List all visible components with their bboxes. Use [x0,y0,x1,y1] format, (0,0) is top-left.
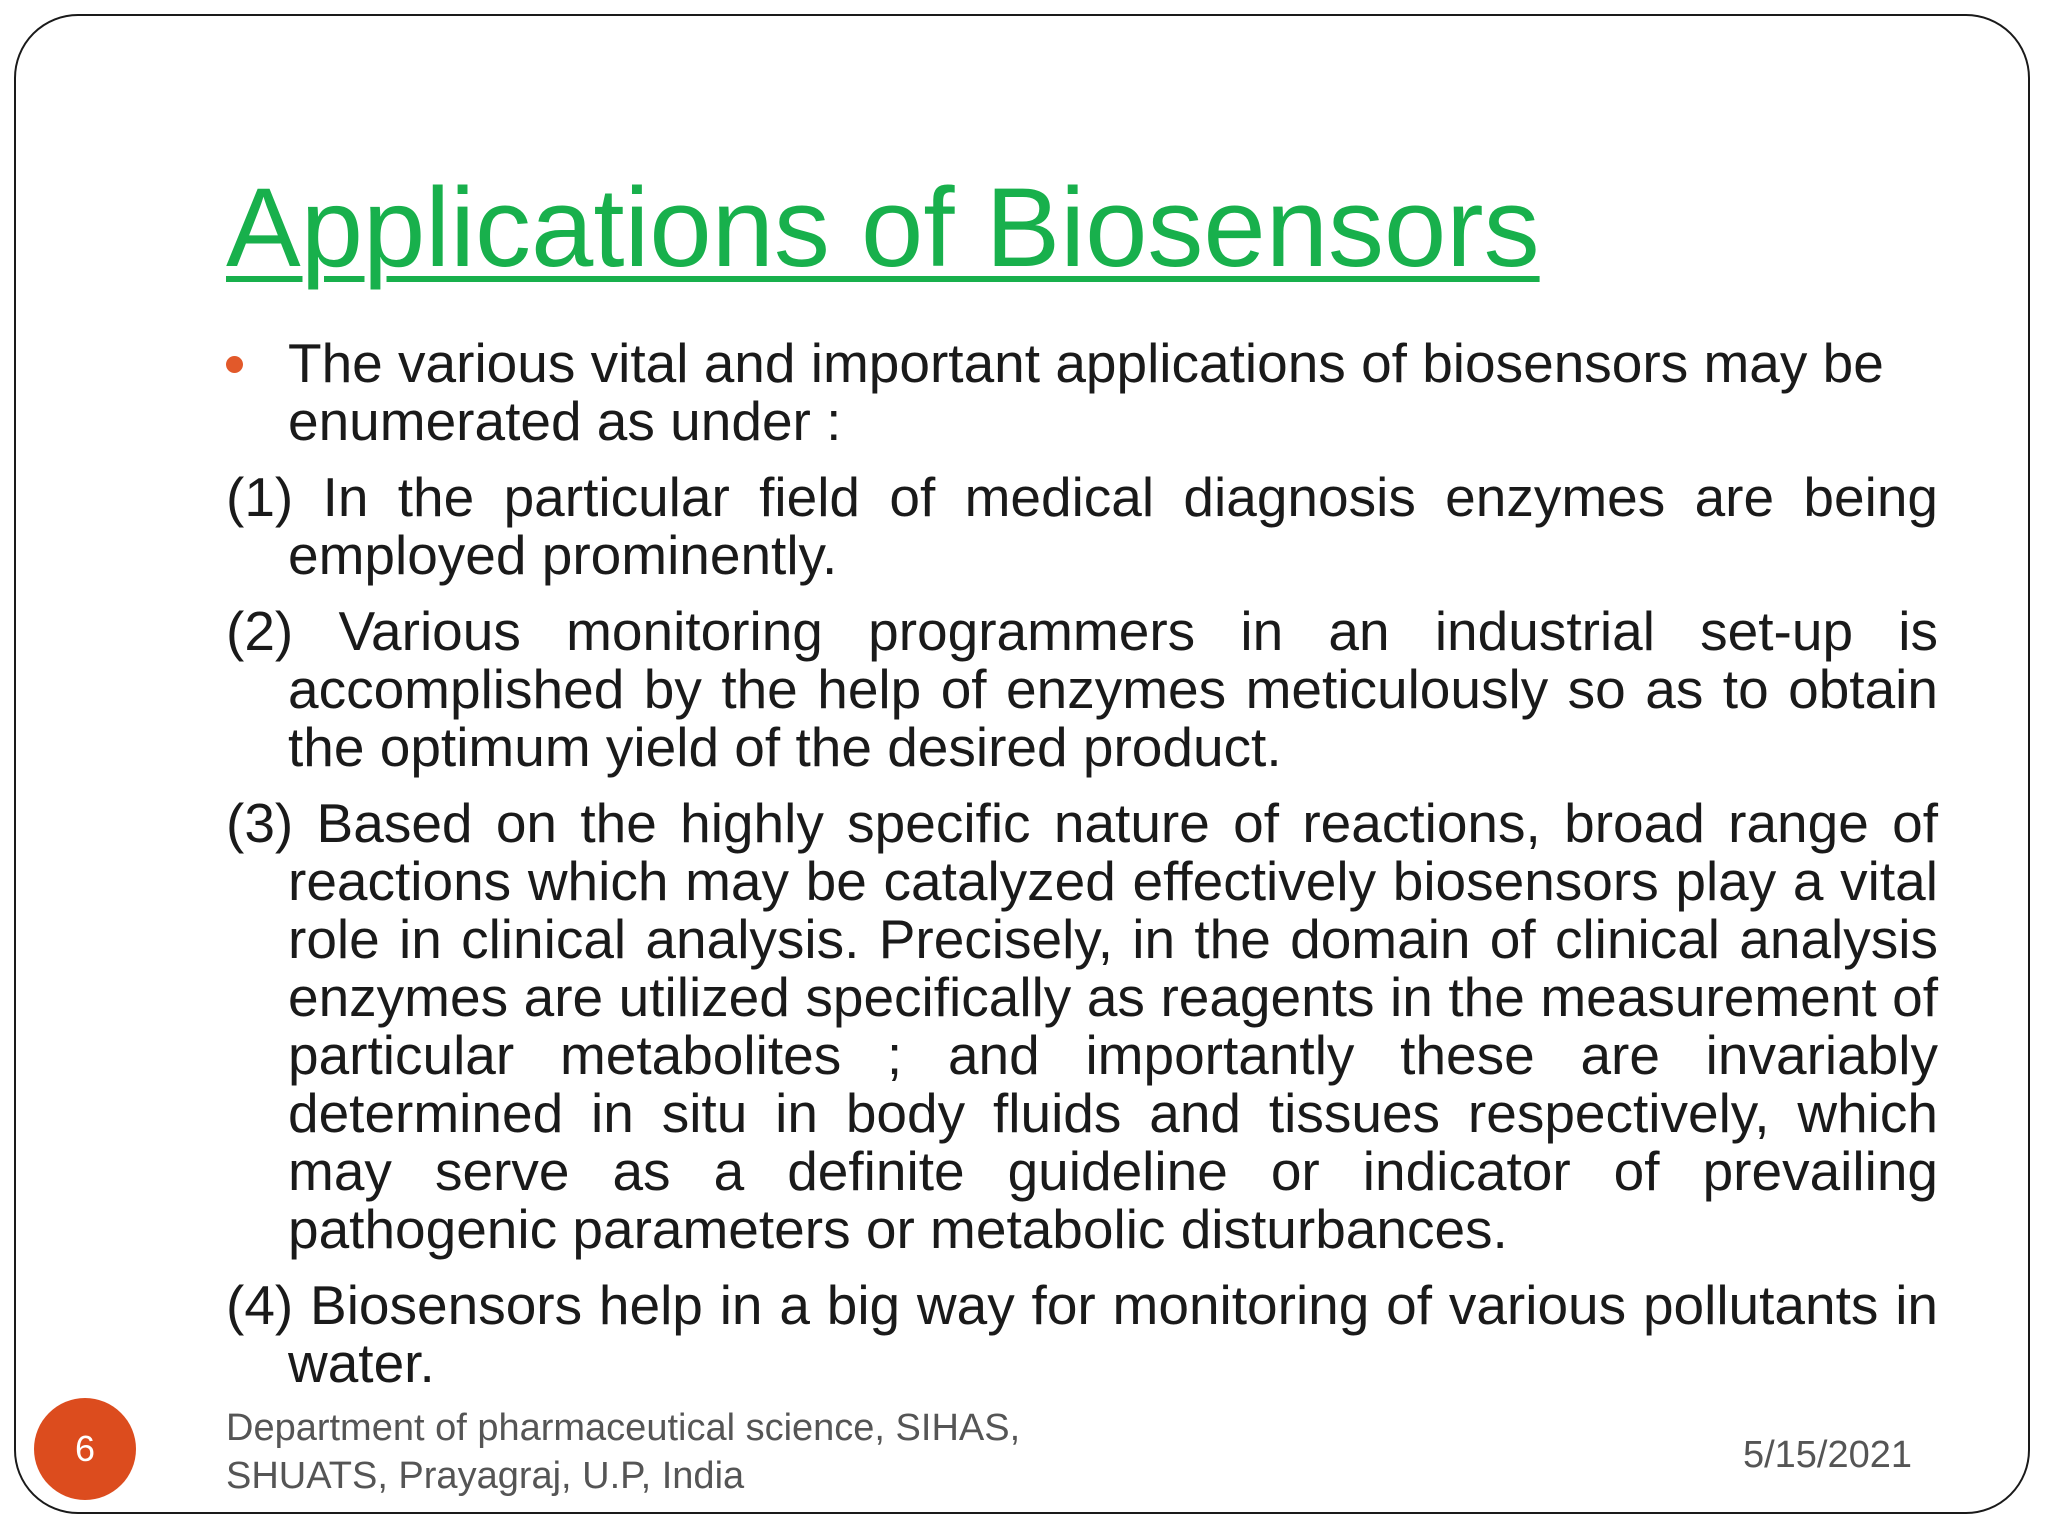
slide-title: Applications of Biosensors [226,165,1540,290]
footer-date: 5/15/2021 [1742,1434,1912,1476]
slide-number-badge: 6 [34,1398,136,1500]
slide [14,14,2030,1514]
list-item-3: (3) Based on the highly specific nature of reactions, broad range of reactions which may be catalyzed effectively biosensors play a vital role in clinical analysis. Precisely, in the domain of clinical analysis enzymes are utilized specifically as reagents in the measurement of particular metabolites ; and importantly these are invariably determined in situ in body fluids and tissues respectively, which may serve as a definite guideline or indicator of prevailing pathogenic parameters or metabolic disturbances. [226,792,1938,1260]
list-item-2: (2) Various monitoring programmers in an industrial set-up is accomplished by the help of enzymes meticulously so as to obtain the optimum yield of the desired product. [226,600,1938,778]
bullet-dot-icon [226,356,243,373]
footer-department-line2: SHUATS, Prayagraj, U.P, India [226,1455,745,1497]
slide-body [226,334,1938,1410]
intro-text: The various vital and important applications of biosensors may be enumerated as under : [288,332,1884,452]
list-item-1: (1) In the particular field of medical diagnosis enzymes are being employed prominently. [226,466,1938,586]
footer-department [226,1404,1126,1500]
list-item-4: (4) Biosensors help in a big way for monitoring of various pollutants in water. [226,1274,1938,1394]
footer-department-line1: Department of pharmaceutical science, SIHAS, [226,1407,1021,1449]
intro-bullet [226,334,1938,450]
